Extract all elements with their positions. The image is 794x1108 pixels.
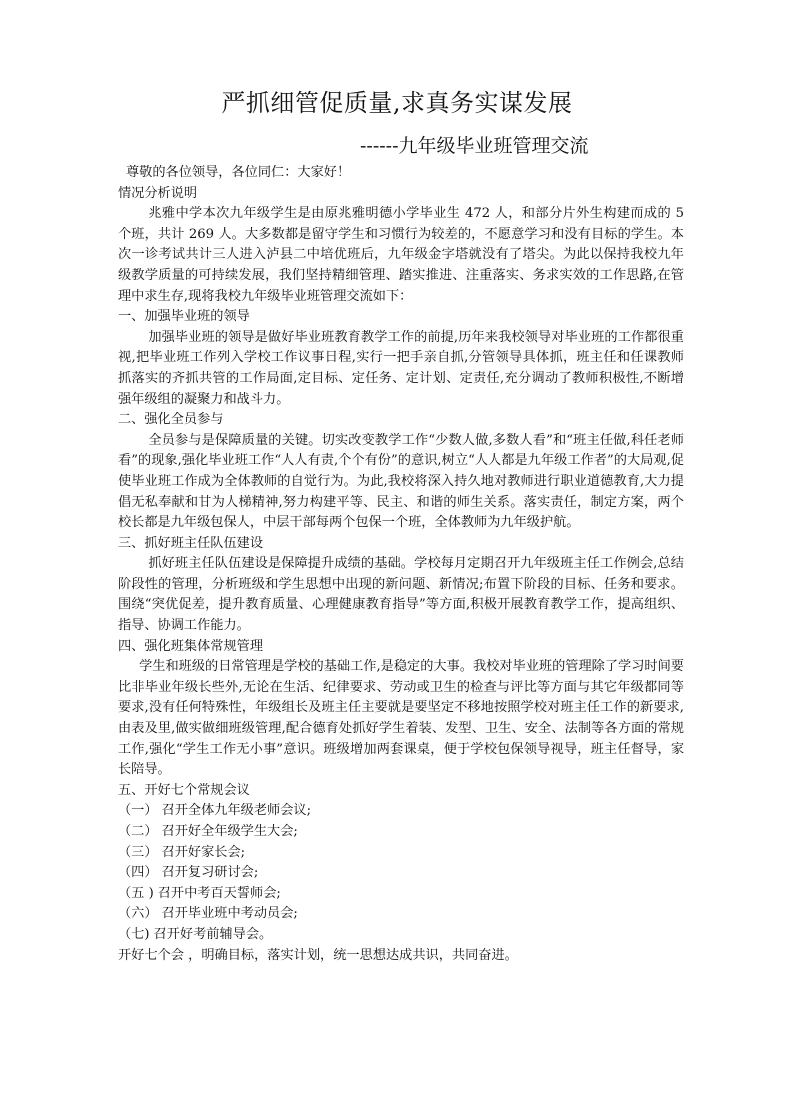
meeting-number: （六）: [118, 906, 158, 922]
meeting-number: （五 ): [118, 885, 154, 901]
meeting-number: （四）: [118, 865, 158, 881]
section-paragraph-1: 加强毕业班的领导是做好毕业班教育教学工作的前提,历年来我校领导对毕业班的工作都很重视,把毕业班工作列入学校工作议事日程,实行一把手亲自抓,分管领导具体抓，班主任和任课教师抓落实的齐抓共管的工作局面,定目标、定任务、定计划、定责任,充分调动了教师积极性,不断增强年级组的凝聚力和战斗力。: [118, 329, 684, 407]
document-title: 严抓细管促质量,求真务实谋发展: [221, 89, 573, 117]
intro-paragraph: 兆雅中学本次九年级学生是由原兆雅明德小学毕业生 472 人，和部分片外生构建而成的 5 个班，共计 269 人。大多数都是留守学生和习惯行为较差的，不愿意学习和没有目标的学生。本次一诊考试共计三人进入泸县二中培优班后，九年级金字塔就没有了塔尖。为此以保持我校九年级教学质量的可持续发展，我们坚持精细管理、踏实推进、注重落实、务求实效的工作思路,在管理中求生存,现将我校九年级毕业班管理交流如下：: [118, 206, 684, 304]
meeting-text: 召开好考前辅导会。: [153, 926, 273, 942]
meeting-list: [118, 801, 684, 945]
section-heading-1: 一、加强毕业班的领导: [118, 309, 250, 325]
section-paragraph-4: 学生和班级的日常管理是学校的基础工作,是稳定的大事。我校对毕业班的管理除了学习时间要比非毕业年级长些外,无论在生活、纪律要求、劳动或卫生的检查与评比等方面与其它年级都同等要求,没有任何特殊性，年级组长及班主任主要就是要坚定不移地按照学校对班主任工作的新要求,由表及里,做实做细班级管理,配合德育处抓好学生着装、发型、卫生、安全、法制等各方面的常规工作,强化“学生工作无小事”意识。班级增加两套课桌，便于学校包保领导视导，班主任督导，家长陪导。: [118, 659, 684, 778]
section-paragraph-3: 抓好班主任队伍建设是保障提升成绩的基础。学校每月定期召开九年级班主任工作例会,总结阶段性的管理，分析班级和学生思想中出现的新问题、新情况;布置下阶段的目标、任务和要求。围绕“突优促差，提升教育质量、心理健康教育指导”等方面,积极开展教育教学工作，提高组织、指导、协调工作能力。: [118, 556, 684, 634]
meeting-item: [118, 863, 684, 884]
meeting-number: （二）: [118, 824, 158, 839]
meeting-item: [118, 801, 684, 822]
section-heading-2: 二、强化全员参与: [118, 412, 224, 428]
meeting-item: [118, 925, 684, 946]
meeting-item: [118, 884, 684, 905]
section-heading-3: 三、抓好班主任队伍建设: [118, 535, 264, 551]
meeting-item: [118, 822, 684, 843]
meeting-text: 召开毕业班中考动员会;: [161, 906, 298, 922]
meeting-text: 召开好全年级学生大会;: [161, 824, 298, 839]
meeting-number: （一）: [118, 803, 158, 819]
meeting-text: 召开复习研讨会;: [161, 865, 259, 881]
section-heading-5: 五、开好七个常规会议: [118, 782, 250, 798]
meeting-item: [118, 843, 684, 864]
meeting-number: （七): [118, 926, 150, 942]
closing-line: 开好七个会 ，明确目标，落实计划，统一思想达成共识，共同奋进。: [118, 947, 518, 963]
document-body: [118, 163, 684, 966]
meeting-number: （三）: [118, 844, 158, 860]
section-paragraph-2: 全员参与是保障质量的关键。切实改变教学工作“少数人做,多数人看”和“班主任做,科任老师看”的现象,强化毕业班工作“人人有责,个个有份”的意识,树立“人人都是九年级工作者”的大局观,促使毕业班工作成为全体教师的自觉行为。为此,我校将深入持久地对教师进行职业道德教育,大力提倡无私奉献和甘为人梯精神,努力构建平等、民主、和谐的师生关系。落实责任，制定方案，两个校长都是九年级包保人，中层干部每两个包保一个班，全体教师为九年级护航。: [118, 432, 684, 531]
meeting-item: [118, 904, 684, 925]
greeting: 尊敬的各位领导，各位同仁：大家好！: [126, 165, 351, 180]
document-subtitle: ------九年级毕业班管理交流: [360, 135, 589, 157]
meeting-text: 召开好家长会;: [161, 844, 246, 860]
intro-heading: 情况分析说明: [118, 185, 198, 201]
meeting-text: 召开全体九年级老师会议;: [161, 803, 312, 819]
meeting-text: 召开中考百天誓师会;: [157, 885, 281, 901]
section-heading-4: 四、强化班集体常规管理: [118, 638, 264, 654]
